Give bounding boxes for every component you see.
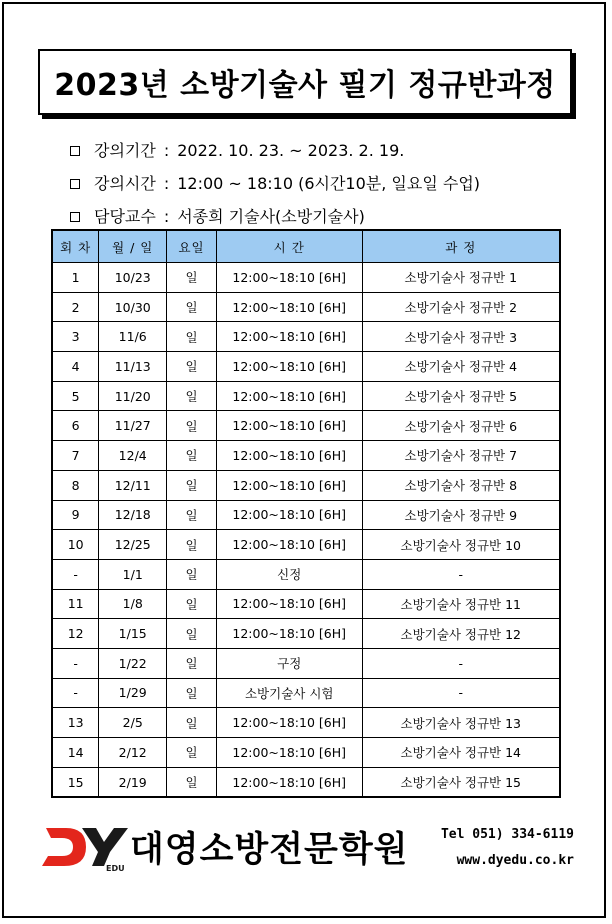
cell-date: 1/15: [99, 619, 167, 649]
cell-time: 12:00~18:10 [6H]: [216, 470, 362, 500]
info-value: 12:00 ~ 18:10 (6시간10분, 일요일 수업): [177, 174, 481, 193]
cell-time: 구정: [216, 648, 362, 678]
table-row: [52, 559, 560, 589]
table-header-row: [52, 230, 560, 263]
cell-day: 일: [167, 708, 217, 738]
cell-time: 12:00~18:10 [6H]: [216, 292, 362, 322]
cell-course: 소방기술사 정규반 4: [362, 352, 560, 382]
cell-date: 1/8: [99, 589, 167, 619]
cell-course: 소방기술사 정규반 8: [362, 470, 560, 500]
table-row: [52, 441, 560, 471]
cell-session: 4: [52, 352, 99, 382]
cell-session: 14: [52, 738, 99, 768]
title-box: [38, 49, 572, 115]
cell-session: -: [52, 678, 99, 708]
cell-session: 1: [52, 263, 99, 293]
cell-time: 12:00~18:10 [6H]: [216, 322, 362, 352]
cell-day: 일: [167, 589, 217, 619]
cell-date: 1/22: [99, 648, 167, 678]
cell-day: 일: [167, 352, 217, 382]
table-row: [52, 381, 560, 411]
cell-date: 12/11: [99, 470, 167, 500]
cell-time: 12:00~18:10 [6H]: [216, 352, 362, 382]
cell-session: 2: [52, 292, 99, 322]
cell-day: 일: [167, 767, 217, 797]
cell-time: 신정: [216, 559, 362, 589]
info-value: 서종희 기술사(소방기술사): [177, 207, 365, 226]
table-row: [52, 589, 560, 619]
cell-day: 일: [167, 322, 217, 352]
cell-time: 12:00~18:10 [6H]: [216, 619, 362, 649]
cell-course: 소방기술사 정규반 14: [362, 738, 560, 768]
cell-time: 12:00~18:10 [6H]: [216, 589, 362, 619]
header-course: 과 정: [362, 230, 560, 263]
info-label: 강의시간: [94, 174, 156, 193]
cell-time: 12:00~18:10 [6H]: [216, 441, 362, 471]
cell-date: 11/27: [99, 411, 167, 441]
cell-date: 10/30: [99, 292, 167, 322]
cell-course: 소방기술사 정규반 12: [362, 619, 560, 649]
cell-date: 10/23: [99, 263, 167, 293]
cell-session: 12: [52, 619, 99, 649]
table-row: [52, 767, 560, 797]
table-row: [52, 500, 560, 530]
cell-time: 12:00~18:10 [6H]: [216, 530, 362, 560]
cell-day: 일: [167, 678, 217, 708]
cell-course: -: [362, 678, 560, 708]
website: www.dyedu.co.kr: [456, 853, 574, 868]
cell-day: 일: [167, 738, 217, 768]
cell-course: 소방기술사 정규반 10: [362, 530, 560, 560]
cell-session: 6: [52, 411, 99, 441]
table-row: [52, 738, 560, 768]
cell-date: 12/18: [99, 500, 167, 530]
logo-d-shape: [42, 828, 86, 866]
cell-session: 3: [52, 322, 99, 352]
header-time: 시 간: [216, 230, 362, 263]
cell-course: 소방기술사 정규반 9: [362, 500, 560, 530]
cell-time: 12:00~18:10 [6H]: [216, 263, 362, 293]
cell-date: 12/25: [99, 530, 167, 560]
cell-date: 2/12: [99, 738, 167, 768]
cell-day: 일: [167, 500, 217, 530]
table-row: [52, 263, 560, 293]
cell-date: 1/29: [99, 678, 167, 708]
checkbox-bullet-icon: [70, 212, 80, 222]
cell-course: 소방기술사 정규반 15: [362, 767, 560, 797]
logo-y-shape: [82, 828, 128, 866]
schedule-body: [52, 263, 560, 798]
info-separator: :: [163, 141, 170, 160]
cell-date: 2/5: [99, 708, 167, 738]
table-row: [52, 411, 560, 441]
cell-session: 5: [52, 381, 99, 411]
telephone: Tel 051) 334-6119: [440, 827, 574, 842]
cell-time: 12:00~18:10 [6H]: [216, 411, 362, 441]
cell-time: 12:00~18:10 [6H]: [216, 381, 362, 411]
table-row: [52, 530, 560, 560]
checkbox-bullet-icon: [70, 146, 80, 156]
cell-day: 일: [167, 292, 217, 322]
table-row: [52, 470, 560, 500]
cell-day: 일: [167, 530, 217, 560]
cell-course: 소방기술사 정규반 6: [362, 411, 560, 441]
checkbox-bullet-icon: [70, 179, 80, 189]
info-label: 담당교수: [94, 207, 156, 226]
cell-time: 12:00~18:10 [6H]: [216, 708, 362, 738]
info-row-time: [70, 167, 480, 200]
cell-time: 12:00~18:10 [6H]: [216, 767, 362, 797]
cell-course: -: [362, 648, 560, 678]
cell-date: 12/4: [99, 441, 167, 471]
cell-session: -: [52, 648, 99, 678]
cell-day: 일: [167, 470, 217, 500]
cell-session: 10: [52, 530, 99, 560]
cell-session: 13: [52, 708, 99, 738]
course-info: [70, 134, 480, 233]
cell-session: 15: [52, 767, 99, 797]
cell-course: 소방기술사 정규반 1: [362, 263, 560, 293]
table-row: [52, 292, 560, 322]
cell-date: 11/20: [99, 381, 167, 411]
page-title: 2023년 소방기술사 필기 정규반과정: [54, 68, 556, 103]
cell-course: 소방기술사 정규반 13: [362, 708, 560, 738]
footer: [42, 818, 582, 878]
table-row: [52, 678, 560, 708]
cell-course: 소방기술사 정규반 11: [362, 589, 560, 619]
cell-date: 1/1: [99, 559, 167, 589]
table-row: [52, 352, 560, 382]
cell-course: 소방기술사 정규반 7: [362, 441, 560, 471]
info-row-period: [70, 134, 480, 167]
dy-logo-icon: [42, 820, 128, 872]
header-session: 회 차: [52, 230, 99, 263]
table-row: [52, 708, 560, 738]
header-day: 요일: [167, 230, 217, 263]
cell-session: -: [52, 559, 99, 589]
header-date: 월 / 일: [99, 230, 167, 263]
cell-session: 9: [52, 500, 99, 530]
academy-name: 대영소방전문학원: [130, 830, 409, 870]
cell-day: 일: [167, 648, 217, 678]
cell-day: 일: [167, 441, 217, 471]
cell-time: 소방기술사 시험: [216, 678, 362, 708]
cell-time: 12:00~18:10 [6H]: [216, 500, 362, 530]
cell-session: 11: [52, 589, 99, 619]
cell-course: 소방기술사 정규반 2: [362, 292, 560, 322]
cell-course: 소방기술사 정규반 3: [362, 322, 560, 352]
cell-course: -: [362, 559, 560, 589]
info-value: 2022. 10. 23. ~ 2023. 2. 19.: [177, 141, 405, 160]
cell-day: 일: [167, 559, 217, 589]
cell-day: 일: [167, 263, 217, 293]
cell-date: 2/19: [99, 767, 167, 797]
cell-time: 12:00~18:10 [6H]: [216, 738, 362, 768]
cell-session: 8: [52, 470, 99, 500]
table-row: [52, 619, 560, 649]
table-row: [52, 648, 560, 678]
cell-course: 소방기술사 정규반 5: [362, 381, 560, 411]
cell-day: 일: [167, 381, 217, 411]
schedule-table: [51, 229, 561, 798]
cell-date: 11/6: [99, 322, 167, 352]
info-label: 강의기간: [94, 141, 156, 160]
table-row: [52, 322, 560, 352]
cell-date: 11/13: [99, 352, 167, 382]
contact-info: [441, 822, 574, 874]
info-separator: :: [163, 174, 170, 193]
info-separator: :: [163, 207, 170, 226]
cell-session: 7: [52, 441, 99, 471]
cell-day: 일: [167, 411, 217, 441]
logo-sub-text: EDU: [106, 864, 125, 872]
cell-day: 일: [167, 619, 217, 649]
